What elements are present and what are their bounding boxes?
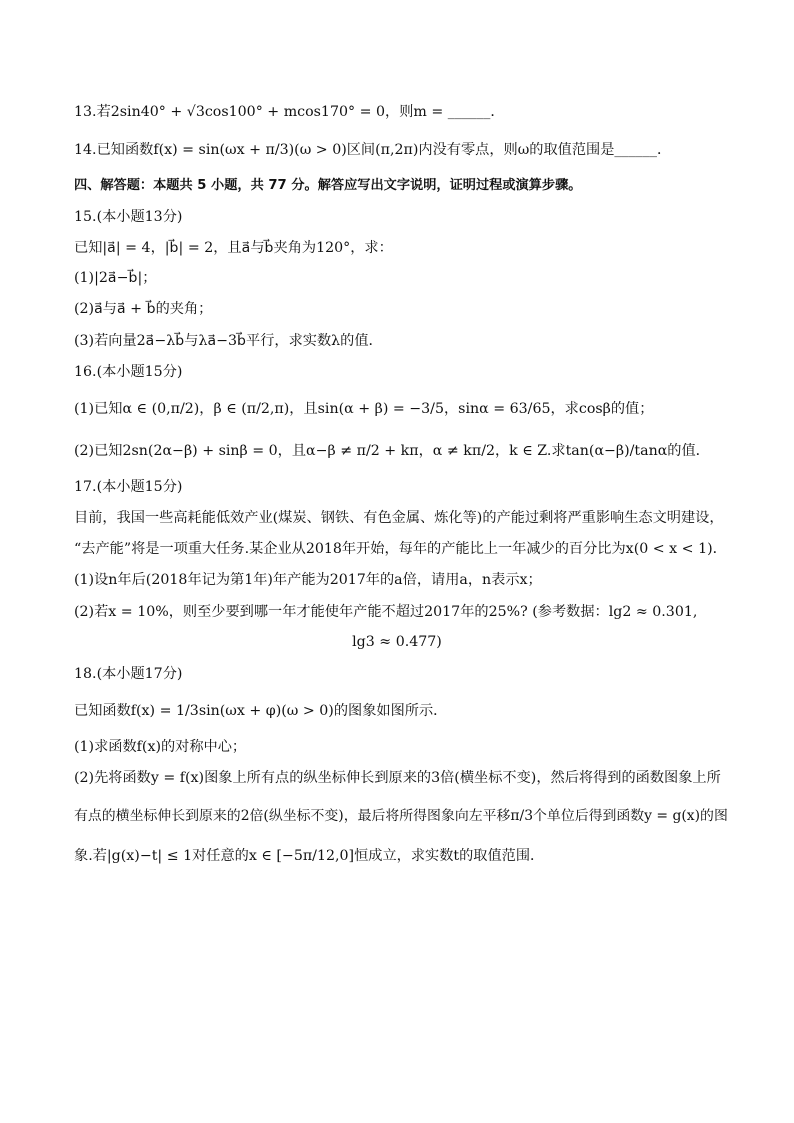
question-16-part-2: (2)已知2sn(2α−β) + sinβ = 0，且α−β ≠ π/2 + kπ，α ≠ kπ/2，k ∈ Z.求tan(α−β)/tanα的值． bbox=[74, 443, 710, 459]
question-18-stem: 已知函数f(x) = 1/3sin(ωx + φ)(ω > 0)的图象如图所示． bbox=[74, 703, 448, 719]
question-18-part-1: (1)求函数f(x)的对称中心； bbox=[74, 739, 247, 755]
section-heading: 四、解答题：本题共 5 小题，共 77 分。解答应写出文字说明，证明过程或演算步骤。 bbox=[74, 178, 582, 193]
question-17-part-2: (2)若x = 10%，则至少要到哪一年才能使年产能不超过2017年的25%? (参考数据：lg2 ≈ 0.301, bbox=[74, 604, 698, 620]
question-18-part-2-line-1: (2)先将函数y = f(x)图象上所有点的纵坐标伸长到原来的3倍(横坐标不变)，然后将得到的函数图象上所 bbox=[74, 770, 721, 786]
question-15-part-3: (3)若向量2a⃗−λb⃗与λa⃗−3b⃗平行，求实数λ的值． bbox=[74, 333, 383, 349]
question-18-part-2-line-2: 有点的横坐标伸长到原来的2倍(纵坐标不变)，最后将所得图象向左平移π/3个单位后得到函数y = g(x)的图 bbox=[74, 808, 728, 824]
question-17-paragraph-2: “去产能”将是一项重大任务.某企业从2018年开始，每年的产能比上一年减少的百分比为x(0 < x < 1)． bbox=[74, 541, 727, 557]
question-15-part-2: (2)a⃗与a⃗ + b⃗的夹角； bbox=[74, 301, 213, 317]
question-14: 14.已知函数f(x) = sin(ωx + π/3)(ω > 0)区间(π,2π)内没有零点，则ω的取值范围是______． bbox=[74, 142, 672, 158]
question-15-stem: 已知|a⃗| = 4，|b⃗| = 2，且a⃗与b⃗夹角为120°，求： bbox=[74, 240, 393, 256]
question-18-part-2-line-3: 象.若|g(x)−t| ≤ 1对任意的x ∈ [−5π/12,0]恒成立，求实数t的取值范围． bbox=[74, 848, 545, 864]
question-17-paragraph-1: 目前，我国一些高耗能低效产业(煤炭、钢铁、有色金属、炼化等)的产能过剩将严重影响生态文明建设， bbox=[74, 510, 724, 526]
question-17-header: 17.(本小题15分) bbox=[74, 479, 183, 495]
question-17-reference-data: lg3 ≈ 0.477) bbox=[352, 634, 442, 650]
question-16-part-1: (1)已知α ∈ (0,π/2)，β ∈ (π/2,π)，且sin(α + β) = −3/5，sinα = 63/65，求cosβ的值； bbox=[74, 401, 654, 417]
question-15-part-1: (1)|2a⃗−b⃗|； bbox=[74, 270, 157, 286]
question-16-header: 16.(本小题15分) bbox=[74, 364, 183, 380]
question-13: 13.若2sin40° + √3cos100° + mcos170° = 0，则m = ______． bbox=[74, 104, 505, 120]
question-17-part-1: (1)设n年后(2018年记为第1年)年产能为2017年的a倍，请用a，n表示x； bbox=[74, 572, 542, 588]
question-15-header: 15.(本小题13分) bbox=[74, 209, 183, 225]
question-18-header: 18.(本小题17分) bbox=[74, 666, 183, 682]
